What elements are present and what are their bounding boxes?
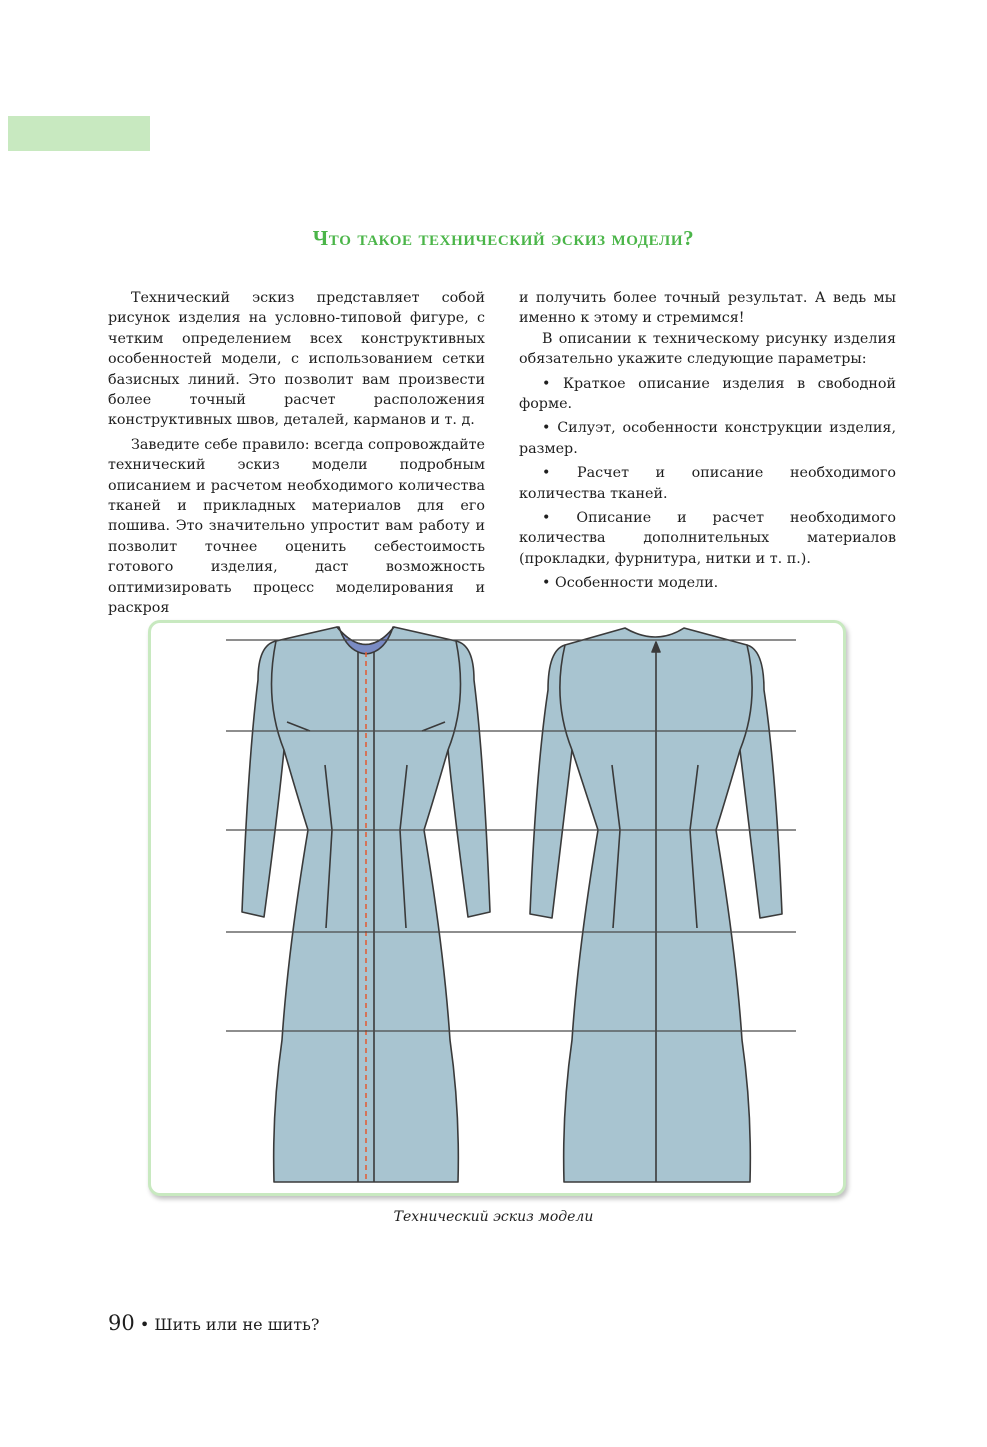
left-column — [108, 288, 485, 619]
page-number: 90 — [108, 1311, 135, 1335]
dress-back-view — [530, 628, 782, 1182]
paragraph-continuation: и получить более точный результат. А ведь мы именно к этому и стремимся! — [519, 290, 896, 327]
paragraph-params: В описании к техническому рисунку изделия обязательно укажите следующие параметры: — [519, 330, 896, 368]
bullet-item: • Описание и расчет необходимого количества дополнительных материалов (прокладки, фурнитура, нитки и т. п.). — [519, 510, 896, 567]
book-title: Шить или не шить? — [154, 1315, 320, 1334]
dress-front-view — [242, 627, 490, 1182]
paragraph-rule: Заведите себе правило: всегда сопровождайте технический эскиз модели подробным описанием и расчетом необходимого количества тканей и прикладных материалов для его пошива. Это значительно упростит вам работу и позволит точнее оценить себестоимость готового изделия, даст возможность оптимизировать процесс моделирования и раскроя — [108, 436, 485, 617]
figure-caption: Технический эскиз модели — [393, 1209, 594, 1225]
paragraph-intro: Технический эскиз представляет собой рисунок изделия на условно-типовой фигуре, с четким определением всех конструктивных особенностей модели, с использованием сетки базисных линий. Это позволит вам произвести более точный расчет расположения конструктивных швов, деталей, карманов и т. д. — [108, 290, 485, 429]
page-footer — [108, 1311, 319, 1335]
section-heading: Что такое технический эскиз модели? — [312, 226, 695, 250]
technical-sketch-figure — [148, 620, 846, 1196]
bullet-item: • Расчет и описание необходимого количества тканей. — [519, 465, 896, 502]
bullet-item: • Силуэт, особенности конструкции изделия, размер. — [519, 420, 896, 457]
bullet-item: • Краткое описание изделия в свободной форме. — [519, 375, 896, 413]
right-column — [519, 288, 896, 594]
page-color-tab — [8, 116, 150, 151]
footer-separator: • — [139, 1315, 150, 1334]
bullet-item: • Особенности модели. — [542, 575, 719, 592]
